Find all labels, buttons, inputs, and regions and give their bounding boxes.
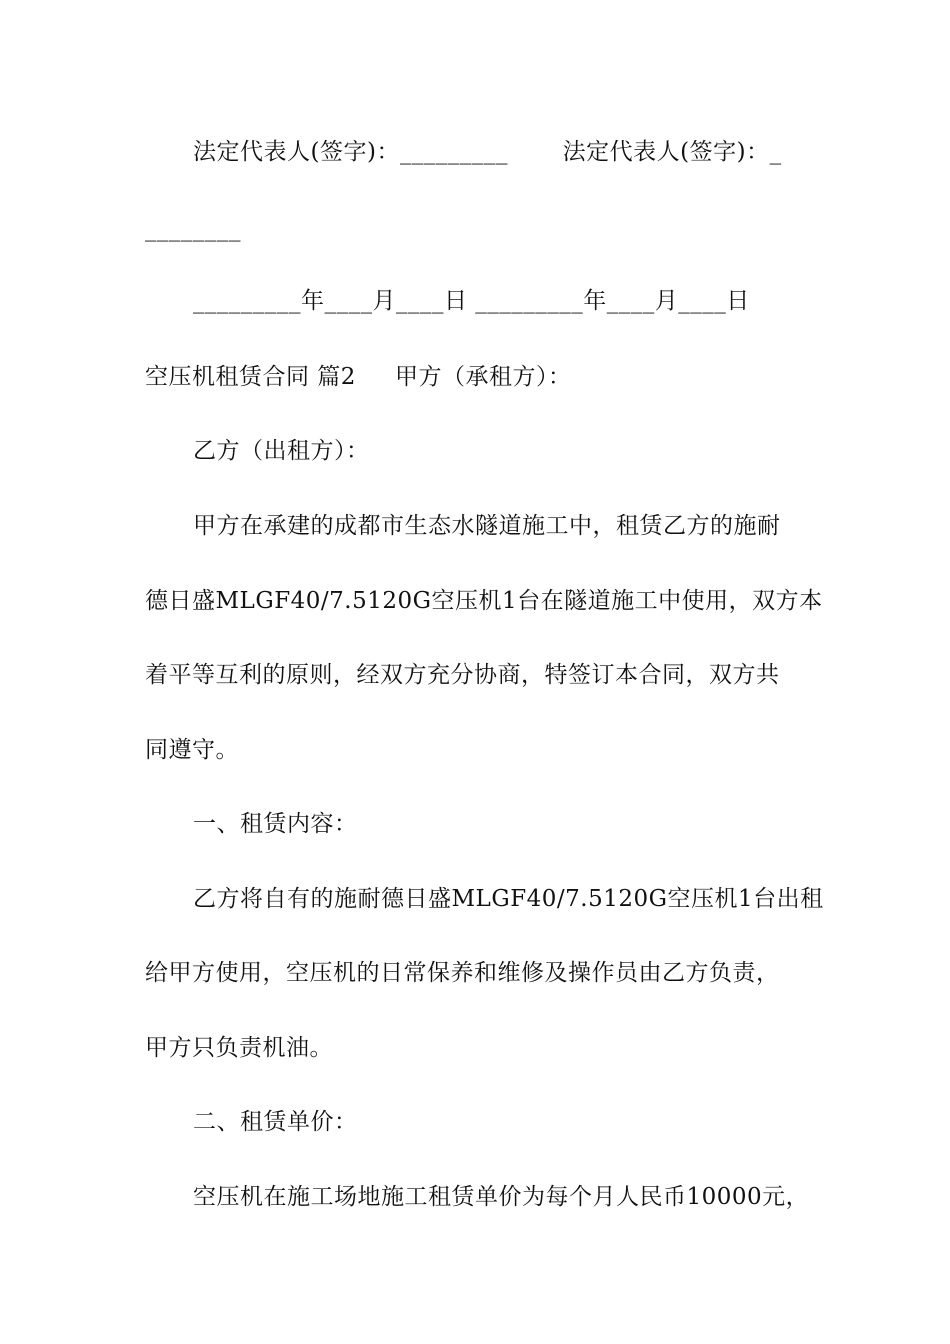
section-1-line-1: 乙方将自有的施耐德日盛MLGF40/7.5120G空压机1台出租 bbox=[193, 886, 824, 912]
section-2-line-1: 空压机在施工场地施工租赁单价为每个月人民币10000元， bbox=[193, 1184, 810, 1210]
paragraph-intro-line-2: 德日盛MLGF40/7.5120G空压机1台在隧道施工中使用，双方本 bbox=[145, 588, 823, 614]
paragraph-intro-line-4: 同遵守。 bbox=[145, 737, 239, 763]
party-b-label: 乙方（出租方）： bbox=[193, 438, 370, 464]
paragraph-intro-line-1: 甲方在承建的成都市生态水隧道施工中，租赁乙方的施耐 bbox=[193, 513, 781, 539]
contract-title-party-a: 空压机租赁合同 篇2 甲方（承租方）： bbox=[145, 364, 572, 390]
section-heading-1: 一、租赁内容： bbox=[193, 811, 358, 837]
date-line: _________年____月____日 _________年____月____日 bbox=[193, 288, 750, 314]
section-heading-2: 二、租赁单价： bbox=[193, 1109, 358, 1135]
paragraph-intro-line-3: 着平等互利的原则，经双方充分协商，特签订本合同，双方共 bbox=[145, 662, 780, 688]
section-1-line-2: 给甲方使用，空压机的日常保养和维修及操作员由乙方负责， bbox=[145, 960, 780, 986]
section-1-line-3: 甲方只负责机油。 bbox=[145, 1035, 333, 1061]
signature-line-legal-representatives: 法定代表人(签字)：_________ 法定代表人(签字)：_ bbox=[193, 139, 782, 165]
signature-line-continuation: ________ bbox=[145, 216, 241, 242]
